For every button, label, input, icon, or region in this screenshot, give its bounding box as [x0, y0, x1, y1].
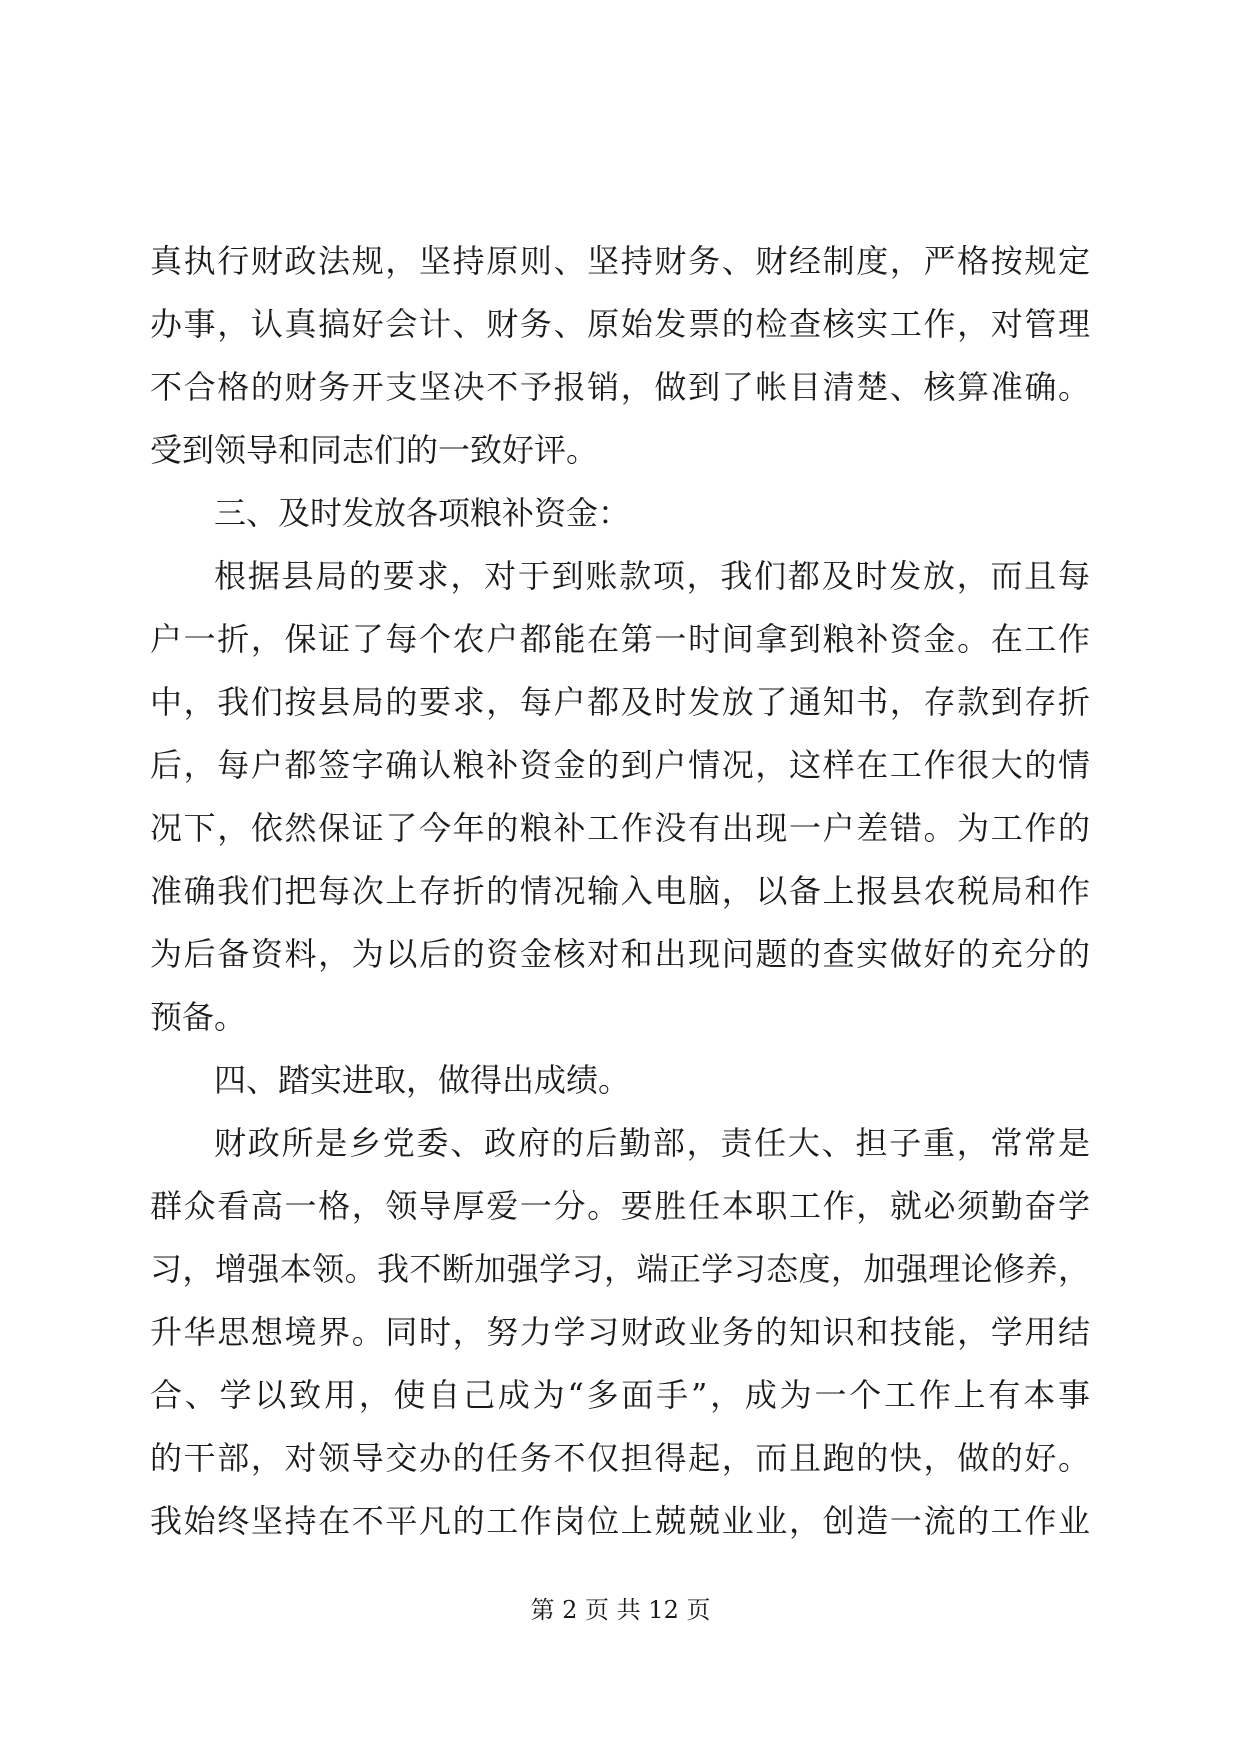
text-line: 群众看高一格，领导厚爱一分。要胜任本职工作，就必须勤奋学 — [150, 1187, 1090, 1225]
page-number-footer: 第 2 页 共 12 页 — [530, 1596, 711, 1624]
text-line: 况下，依然保证了今年的粮补工作没有出现一户差错。为工作的 — [150, 809, 1090, 847]
text-line: 预备。 — [150, 998, 247, 1036]
text-line: 不合格的财务开支坚决不予报销，做到了帐目清楚、核算准确。 — [150, 368, 1090, 406]
text-line: 根据县局的要求，对于到账款项，我们都及时发放，而且每 — [214, 557, 1090, 595]
text-line: 户一折，保证了每个农户都能在第一时间拿到粮补资金。在工作 — [150, 620, 1090, 658]
text-line: 为后备资料，为以后的资金核对和出现问题的查实做好的充分的 — [150, 935, 1090, 973]
text-line: 受到领导和同志们的一致好评。 — [150, 431, 599, 469]
text-line: 合、学以致用，使自己成为“多面手”，成为一个工作上有本事 — [150, 1376, 1090, 1414]
section-heading: 三、及时发放各项粮补资金： — [214, 494, 631, 532]
text-line: 我始终坚持在不平凡的工作岗位上兢兢业业，创造一流的工作业 — [150, 1502, 1090, 1540]
text-line: 中，我们按县局的要求，每户都及时发放了通知书，存款到存折 — [150, 683, 1090, 721]
text-line: 准确我们把每次上存折的情况输入电脑，以备上报县农税局和作 — [150, 872, 1090, 910]
text-line: 后，每户都签字确认粮补资金的到户情况，这样在工作很大的情 — [150, 746, 1090, 784]
text-line: 真执行财政法规，坚持原则、坚持财务、财经制度，严格按规定 — [150, 242, 1090, 280]
text-line: 办事，认真搞好会计、财务、原始发票的检查核实工作，对管理 — [150, 305, 1090, 343]
body-text — [150, 230, 1090, 1553]
text-line: 习，增强本领。我不断加强学习，端正学习态度，加强理论修养， — [150, 1250, 1090, 1288]
section-heading: 四、踏实进取，做得出成绩。 — [214, 1061, 631, 1099]
text-line: 财政所是乡党委、政府的后勤部，责任大、担子重，常常是 — [214, 1124, 1090, 1162]
text-line: 升华思想境界。同时，努力学习财政业务的知识和技能，学用结 — [150, 1313, 1090, 1351]
text-line: 的干部，对领导交办的任务不仅担得起，而且跑的快，做的好。 — [150, 1439, 1090, 1477]
